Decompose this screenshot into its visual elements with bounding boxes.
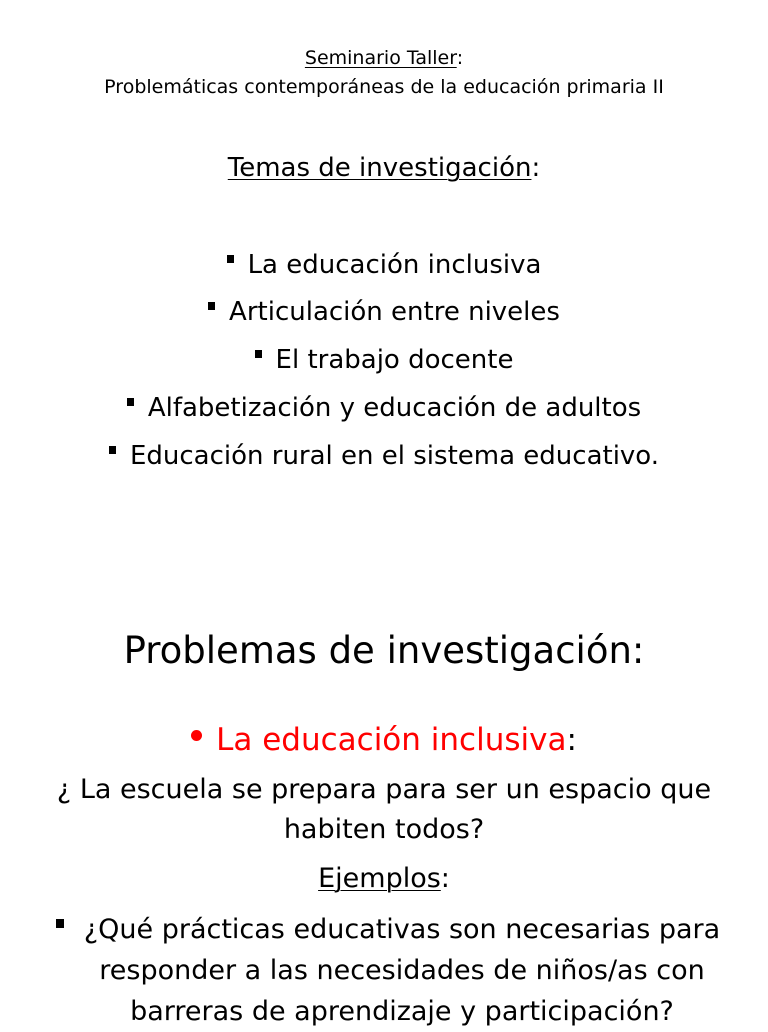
topic-item-label: El trabajo docente	[275, 345, 514, 375]
example-line: ¿Qué prácticas educativas son necesarias para	[83, 914, 721, 945]
square-bullet-icon	[109, 446, 116, 454]
square-bullet-icon	[227, 255, 234, 263]
example-line: barreras de aprendizaje y participación?	[130, 996, 674, 1027]
topic-item-label: La educación inclusiva	[247, 250, 542, 280]
problem-question-line: ¿ La escuela se prepara para ser un espacio que	[56, 774, 712, 805]
examples-label-underlined: Ejemplos	[318, 863, 441, 894]
square-bullet-icon	[208, 302, 215, 310]
topic-item	[0, 295, 768, 329]
problem-topic-suffix: :	[566, 722, 577, 758]
problem-question-line: habiten todos?	[283, 814, 485, 845]
topics-heading-underlined: Temas de investigación	[227, 153, 532, 183]
topic-item	[0, 248, 768, 282]
topic-item	[0, 343, 768, 377]
topic-item	[0, 439, 768, 473]
topic-item-label: Alfabetización y educación de adultos	[147, 393, 642, 423]
problem-topic	[0, 720, 768, 760]
title-underlined: Seminario Taller	[304, 47, 457, 69]
topics-heading-suffix: :	[531, 153, 541, 183]
topic-item-label: Educación rural en el sistema educativo.	[129, 441, 660, 471]
topics-heading	[0, 151, 768, 185]
example-line: responder a las necesidades de niños/as con	[99, 955, 705, 986]
document-title	[0, 45, 768, 71]
title-suffix: :	[456, 47, 464, 69]
square-bullet-icon	[127, 398, 134, 406]
problem-topic-label: La educación inclusiva	[216, 722, 567, 758]
round-bullet-icon	[191, 730, 202, 741]
topic-item	[0, 391, 768, 425]
problems-heading: Problemas de investigación:	[123, 629, 645, 672]
document-subtitle: Problemáticas contemporáneas de la educación primaria II	[104, 76, 664, 98]
examples-label-suffix: :	[440, 863, 450, 894]
square-bullet-icon	[255, 350, 262, 358]
topic-item-label: Articulación entre niveles	[229, 297, 560, 327]
examples-label	[0, 861, 768, 897]
